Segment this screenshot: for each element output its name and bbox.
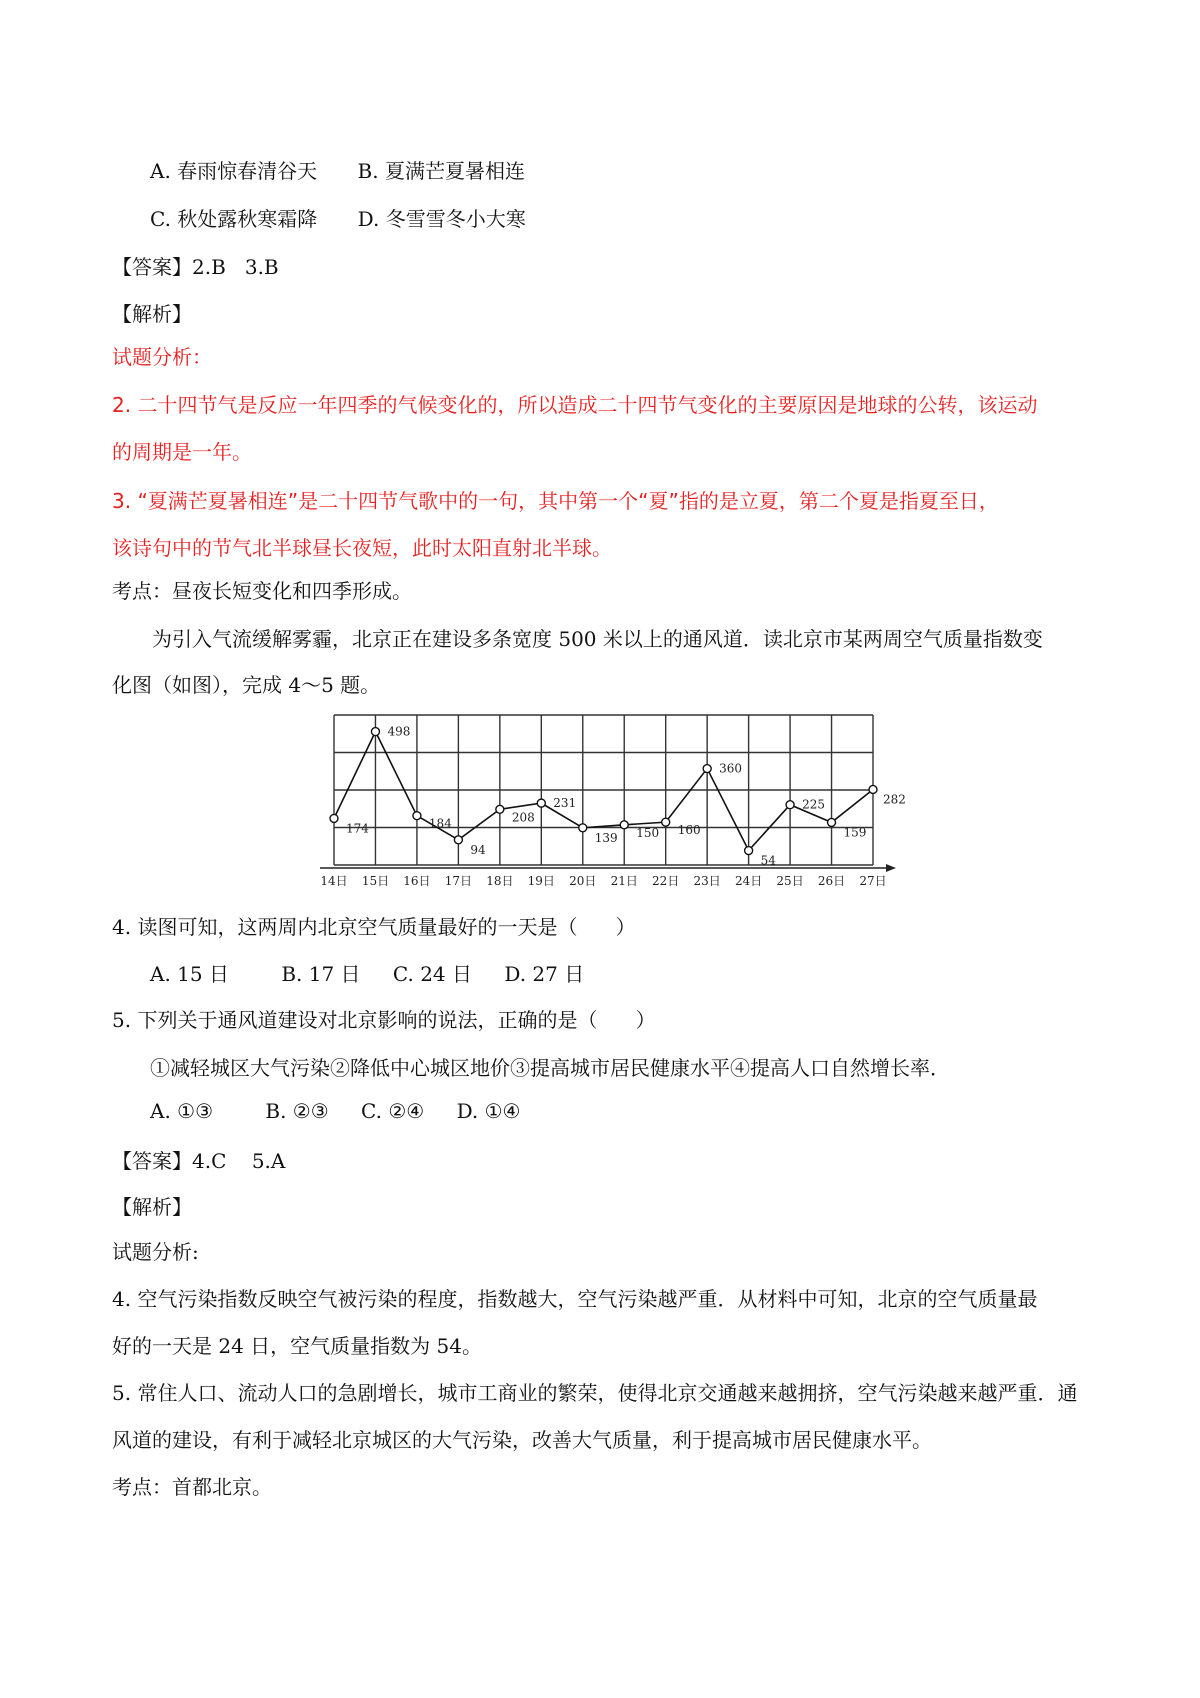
q5-options [150,1099,520,1123]
x-tick-label: 15日 [361,874,390,888]
question-5: 5. 下列关于通风道建设对北京影响的说法，正确的是（ ） [112,1008,656,1032]
data-label: 150 [636,825,660,840]
analysis-subheading-1: 试题分析： [112,345,212,369]
x-axis-arrow [886,864,896,872]
data-point [745,847,753,855]
data-label: 174 [346,821,369,836]
data-label: 94 [470,842,486,857]
data-point [662,818,670,826]
explanation-4-line-1: 4. 空气污染指数反映空气被污染的程度，指数越大，空气污染越严重．从材料中可知，北京的空气质量最 [112,1287,1038,1311]
data-point [413,812,421,820]
x-tick-label: 19日 [527,874,555,888]
kaodian-2: 考点：首都北京。 [112,1475,272,1499]
explanation-3-line-1: 3. “夏满芒夏暑相连”是二十四节气歌中的一句，其中第一个“夏”指的是立夏，第二个夏是指夏至日， [112,489,999,513]
x-tick-label: 26日 [817,874,846,888]
x-tick-label: 17日 [444,874,473,888]
q5-statements: ①减轻城区大气污染②降低中心城区地价③提高城市居民健康水平④提高人口自然增长率． [150,1056,950,1080]
data-point [330,814,338,822]
data-label: 54 [760,853,776,868]
intro-line-2: 化图（如图），完成 4～5 题。 [112,673,381,697]
data-label: 139 [594,830,618,845]
option-c: C. 秋处露秋寒霜降 [150,207,318,231]
analysis-subheading-2: 试题分析: [112,1240,199,1264]
option-d: D. 冬雪雪冬小大寒 [357,207,526,231]
x-tick-label: 25日 [776,874,804,888]
explanation-2-line-1: 2. 二十四节气是反应一年四季的气候变化的，所以造成二十四节气变化的主要原因是地球的公转，该运动 [112,393,1038,417]
data-label: 208 [511,810,535,825]
q5-option-d: D. ①④ [456,1099,521,1123]
x-tick-label: 24日 [734,874,763,888]
analysis-heading-1: 【解析】 [112,302,192,326]
data-point [786,801,794,809]
data-label: 159 [843,825,867,840]
data-point [537,799,545,807]
data-label: 231 [553,796,577,811]
x-tick-label: 22日 [652,874,680,888]
q4-options [150,958,584,987]
q5-option-b: B. ②③ [265,1099,329,1123]
explanation-5-line-1: 5. 常住人口、流动人口的急剧增长，城市工商业的繁荣，使得北京交通越来越拥挤，空气污染越来越严重．通 [112,1381,1078,1405]
x-tick-label: 20日 [569,874,597,888]
q3-options-row2 [150,203,526,232]
data-point [869,785,877,793]
q5-option-a: A. ①③ [150,1099,214,1123]
data-label: 282 [883,792,906,807]
data-label: 160 [677,823,701,838]
explanation-2-line-2: 的周期是一年。 [112,440,252,464]
data-point [620,821,628,829]
q3-options-row1 [150,155,525,184]
data-label: 184 [428,816,452,831]
question-4: 4. 读图可知，这两周内北京空气质量最好的一天是（ ） [112,915,636,939]
q4-option-a: A. 15 日 [150,962,229,986]
data-labels [346,725,906,868]
q4-option-c: C. 24 日 [392,962,473,986]
data-label: 498 [387,724,411,739]
x-tick-label: 21日 [610,874,638,888]
data-label: 360 [719,761,743,776]
explanation-4-line-2: 好的一天是 24 日，空气质量指数为 54。 [112,1334,482,1358]
data-point [454,836,462,844]
answer-line-2: 【答案】4.C 5.A [112,1149,286,1173]
explanation-5-line-2: 风道的建设，有利于减轻北京城区的大气污染，改善大气质量，利于提高城市居民健康水平。 [112,1428,932,1452]
intro-line-1: 为引入气流缓解雾霾，北京正在建设多条宽度 500 米以上的通风道．读北京市某两周空气质量指数变 [152,627,1043,651]
option-b: B. 夏满芒夏暑相连 [357,159,525,183]
answer-line-1: 【答案】2.B 3.B [112,255,279,279]
x-tick-label: 27日 [859,874,887,888]
x-tick-labels [320,874,886,888]
data-label: 225 [802,797,825,812]
data-point [579,824,587,832]
data-point [703,765,711,773]
x-tick-label: 23日 [693,874,721,888]
x-tick-label: 14日 [320,874,348,888]
q5-option-c: C. ②④ [361,1099,425,1123]
aqi-line-chart [318,707,906,889]
explanation-3-line-2: 该诗句中的节气北半球昼长夜短，此时太阳直射北半球。 [112,536,612,560]
option-a: A. 春雨惊春清谷天 [150,159,318,183]
q4-option-d: D. 27 日 [504,962,585,986]
x-tick-label: 16日 [403,874,431,888]
data-point [371,728,379,736]
data-point [828,818,836,826]
x-tick-label: 18日 [486,874,514,888]
kaodian-1: 考点：昼夜长短变化和四季形成。 [112,579,412,603]
data-point [496,805,504,813]
q4-option-b: B. 17 日 [281,962,361,986]
analysis-heading-2: 【解析】 [112,1195,192,1219]
